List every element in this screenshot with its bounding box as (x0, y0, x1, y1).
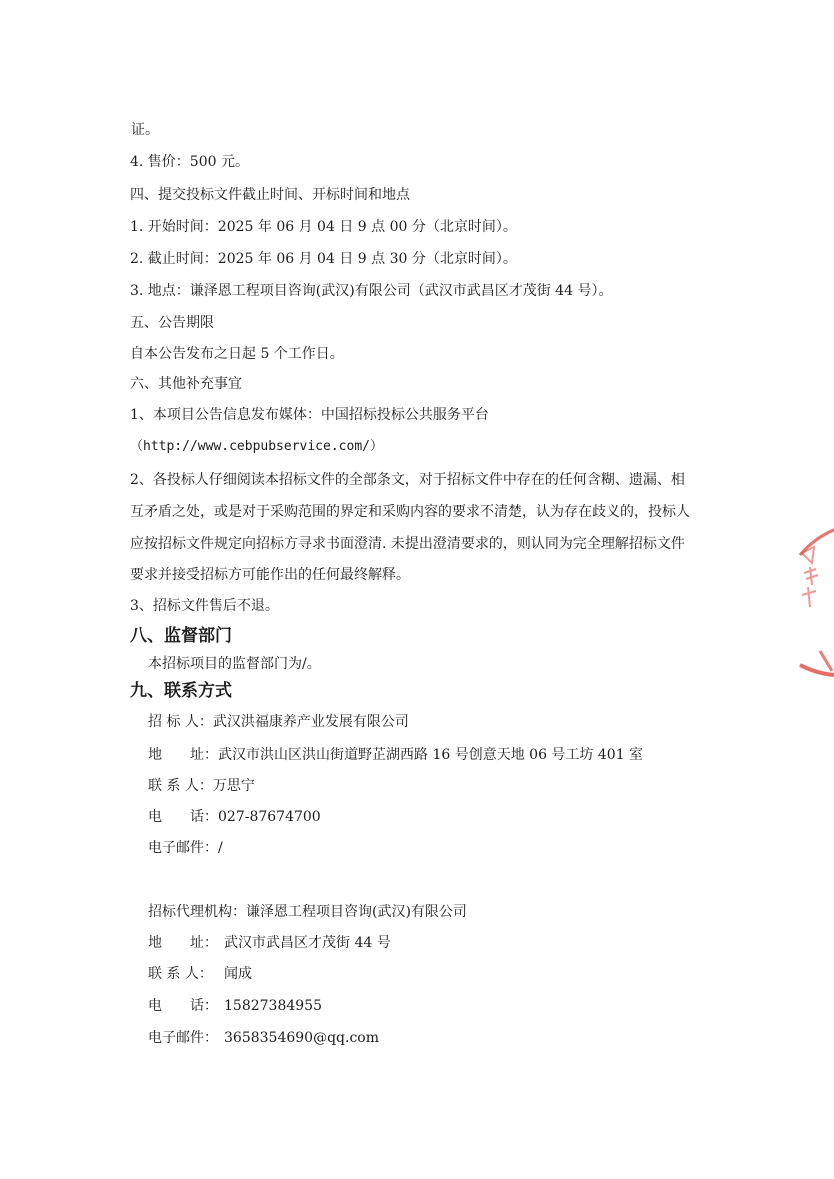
tenderer-name-label: 招 标 人： (148, 714, 213, 730)
tenderer-email-label: 电子邮件： (148, 840, 218, 856)
agency-name: 谦泽恩工程项目咨询(武汉)有限公司 (246, 904, 467, 920)
agency-name-label: 招标代理机构： (148, 904, 246, 920)
tenderer-address-row (148, 746, 643, 764)
section8-body: 本招标项目的监督部门为/。 (148, 656, 321, 672)
section6-title: 六、其他补充事宜 (130, 376, 242, 392)
cert-tail: 证。 (131, 122, 159, 138)
tenderer-phone: 027-87674700 (218, 809, 321, 825)
agency-contact: 闻成 (224, 966, 252, 982)
agency-address: 武汉市武昌区才茂街 44 号 (224, 935, 391, 951)
agency-address-row (148, 934, 391, 952)
section5-title: 五、公告期限 (130, 315, 214, 331)
agency-phone-row (148, 997, 322, 1015)
red-seal-stamp (792, 515, 834, 685)
tenderer-email-row (148, 839, 223, 857)
agency-email: 3658354690@qq.com (224, 1030, 379, 1046)
tenderer-contact-row (148, 777, 255, 795)
location: 3. 地点：谦泽恩工程项目咨询(武汉)有限公司（武汉市武昌区才茂街 44 号）。 (130, 283, 613, 299)
tenderer-phone-row (148, 808, 321, 826)
tenderer-name-row (148, 713, 409, 731)
media-url: （http://www.cebpubservice.com/） (130, 439, 383, 454)
tenderer-name: 武汉洪福康养产业发展有限公司 (212, 714, 409, 730)
notice-line-4: 要求并接受招标方可能作出的任何最终解释。 (130, 567, 410, 583)
price-line: 4. 售价：500 元。 (130, 154, 249, 170)
agency-email-row (148, 1029, 379, 1047)
agency-phone-label: 电 话： (148, 998, 218, 1014)
section8-title: 八、监督部门 (130, 626, 232, 646)
section5-body: 自本公告发布之日起 5 个工作日。 (130, 346, 344, 362)
agency-contact-label: 联 系 人： (148, 966, 213, 982)
tenderer-email: / (218, 840, 223, 856)
notice-line-2: 互矛盾之处，或是对于采购范围的界定和采购内容的要求不清楚，认为存在歧义的，投标人 (130, 504, 690, 520)
agency-address-label: 地 址： (148, 935, 218, 951)
agency-email-label: 电子邮件： (148, 1030, 218, 1046)
start-time: 1. 开始时间：2025 年 06 月 04 日 9 点 00 分（北京时间）。 (130, 219, 517, 235)
tenderer-contact-label: 联 系 人： (148, 778, 213, 794)
section9-title: 九、联系方式 (130, 681, 232, 701)
end-time: 2. 截止时间：2025 年 06 月 04 日 9 点 30 分（北京时间）。 (130, 251, 517, 267)
notice-line-1: 2、各投标人仔细阅读本招标文件的全部条文，对于招标文件中存在的任何含糊、遗漏、相 (130, 472, 685, 488)
agency-contact-row (148, 965, 252, 983)
no-refund-line: 3、招标文件售后不退。 (130, 598, 279, 614)
agency-phone: 15827384955 (224, 998, 322, 1014)
section4-title: 四、提交投标文件截止时间、开标时间和地点 (130, 187, 410, 203)
tenderer-phone-label: 电 话： (148, 809, 218, 825)
tenderer-address: 武汉市洪山区洪山街道野芷湖西路 16 号创意天地 06 号工坊 401 室 (218, 747, 644, 763)
tenderer-contact: 万思宁 (212, 778, 255, 794)
media-line: 1、本项目公告信息发布媒体：中国招标投标公共服务平台 (130, 407, 489, 423)
agency-name-row (148, 903, 467, 921)
tenderer-address-label: 地 址： (148, 747, 218, 763)
notice-line-3: 应按招标文件规定向招标方寻求书面澄清. 未提出澄清要求的，则认同为完全理解招标文件 (130, 536, 685, 552)
